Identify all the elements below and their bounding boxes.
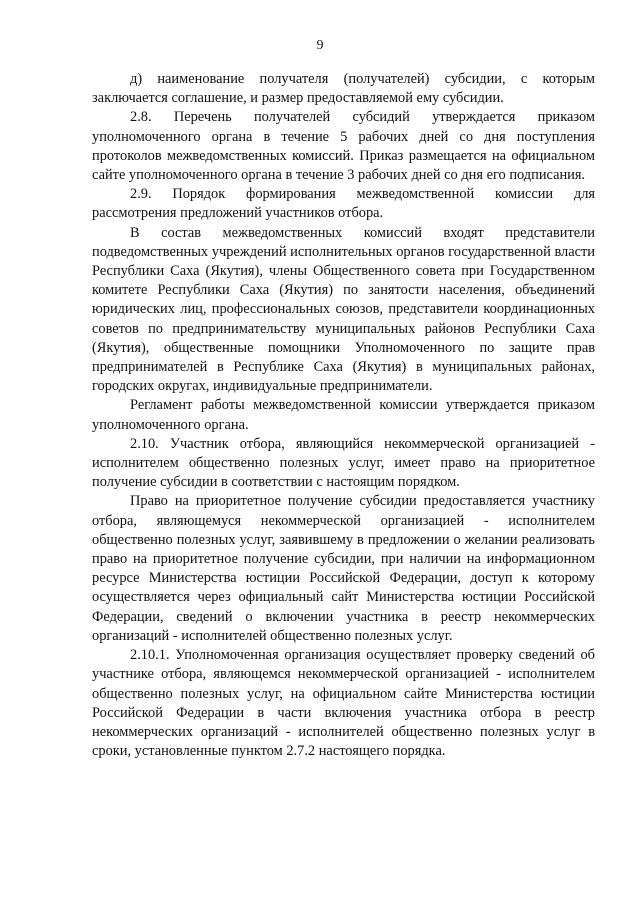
paragraph-2-9: 2.9. Порядок формирования межведомственной комиссии для рассмотрения предложений участников отбора. bbox=[92, 186, 595, 222]
paragraph-2-10: 2.10. Участник отбора, являющийся некоммерческой организацией - исполнителем общественно полезных услуг, имеет право на приоритетное получение субсидии в соответствии с настоящим порядком. bbox=[92, 435, 595, 491]
paragraph-commission-regulation: Регламент работы межведомственной комиссии утверждается приказом уполномоченного органа. bbox=[92, 397, 595, 433]
paragraph-commission-composition: В состав межведомственных комиссий входят представители подведомственных учреждений исполнительных органов государственной власти Республики Саха (Якутия), члены Общественного совета при Государственном комитете Республики Саха (Якутия) по занятости населения, объединений юридических лиц, профессиональных союзов, представители координационных советов по предпринимательству муниципальных районов Республики Саха (Якутия), общественные помощники Уполномоченного по защите прав предпринимателей в Республике Саха (Якутия) в муниципальных районах, городских округах, индивидуальные предприниматели. bbox=[92, 224, 595, 395]
paragraph-recipient-name: д) наименование получателя (получателей) субсидии, с которым заключается соглашение, и размер предоставляемой ему субсидии. bbox=[92, 71, 595, 107]
paragraph-2-10-1: 2.10.1. Уполномоченная организация осуществляет проверку сведений об участнике отбора, являющемся некоммерческой организацией - исполнителем общественно полезных услуг, на официальном сайте Министерства юстиции Российской Федерации в части включения участника отбора в реестр некоммерческих организаций - исполнителей общественно полезных услуг в сроки, установленные пунктом 2.7.2 настоящего порядка. bbox=[92, 647, 595, 760]
paragraph-priority-right: Право на приоритетное получение субсидии предоставляется участнику отбора, являющемуся некоммерческой организацией - исполнителем общественно полезных услуг, заявившему в предложении о желании реализовать право на приоритетное получение субсидии, при наличии на информационном ресурсе Министерства юстиции Российской Федерации, доступ к которому осуществляется через официальный сайт Министерства юстиции Российской Федерации, сведений о включении участника в реестр некоммерческих организаций - исполнителей общественно полезных услуг. bbox=[92, 493, 595, 644]
page-number: 9 bbox=[316, 38, 324, 53]
paragraph-2-8: 2.8. Перечень получателей субсидий утверждается приказом уполномоченного органа в течение 5 рабочих дней со дня поступления протоколов межведомственных комиссий. Приказ размещается на официальном сайте уполномоченного органа в течение 3 рабочих дней со дня его подписания. bbox=[92, 109, 595, 184]
document-body bbox=[92, 70, 595, 761]
